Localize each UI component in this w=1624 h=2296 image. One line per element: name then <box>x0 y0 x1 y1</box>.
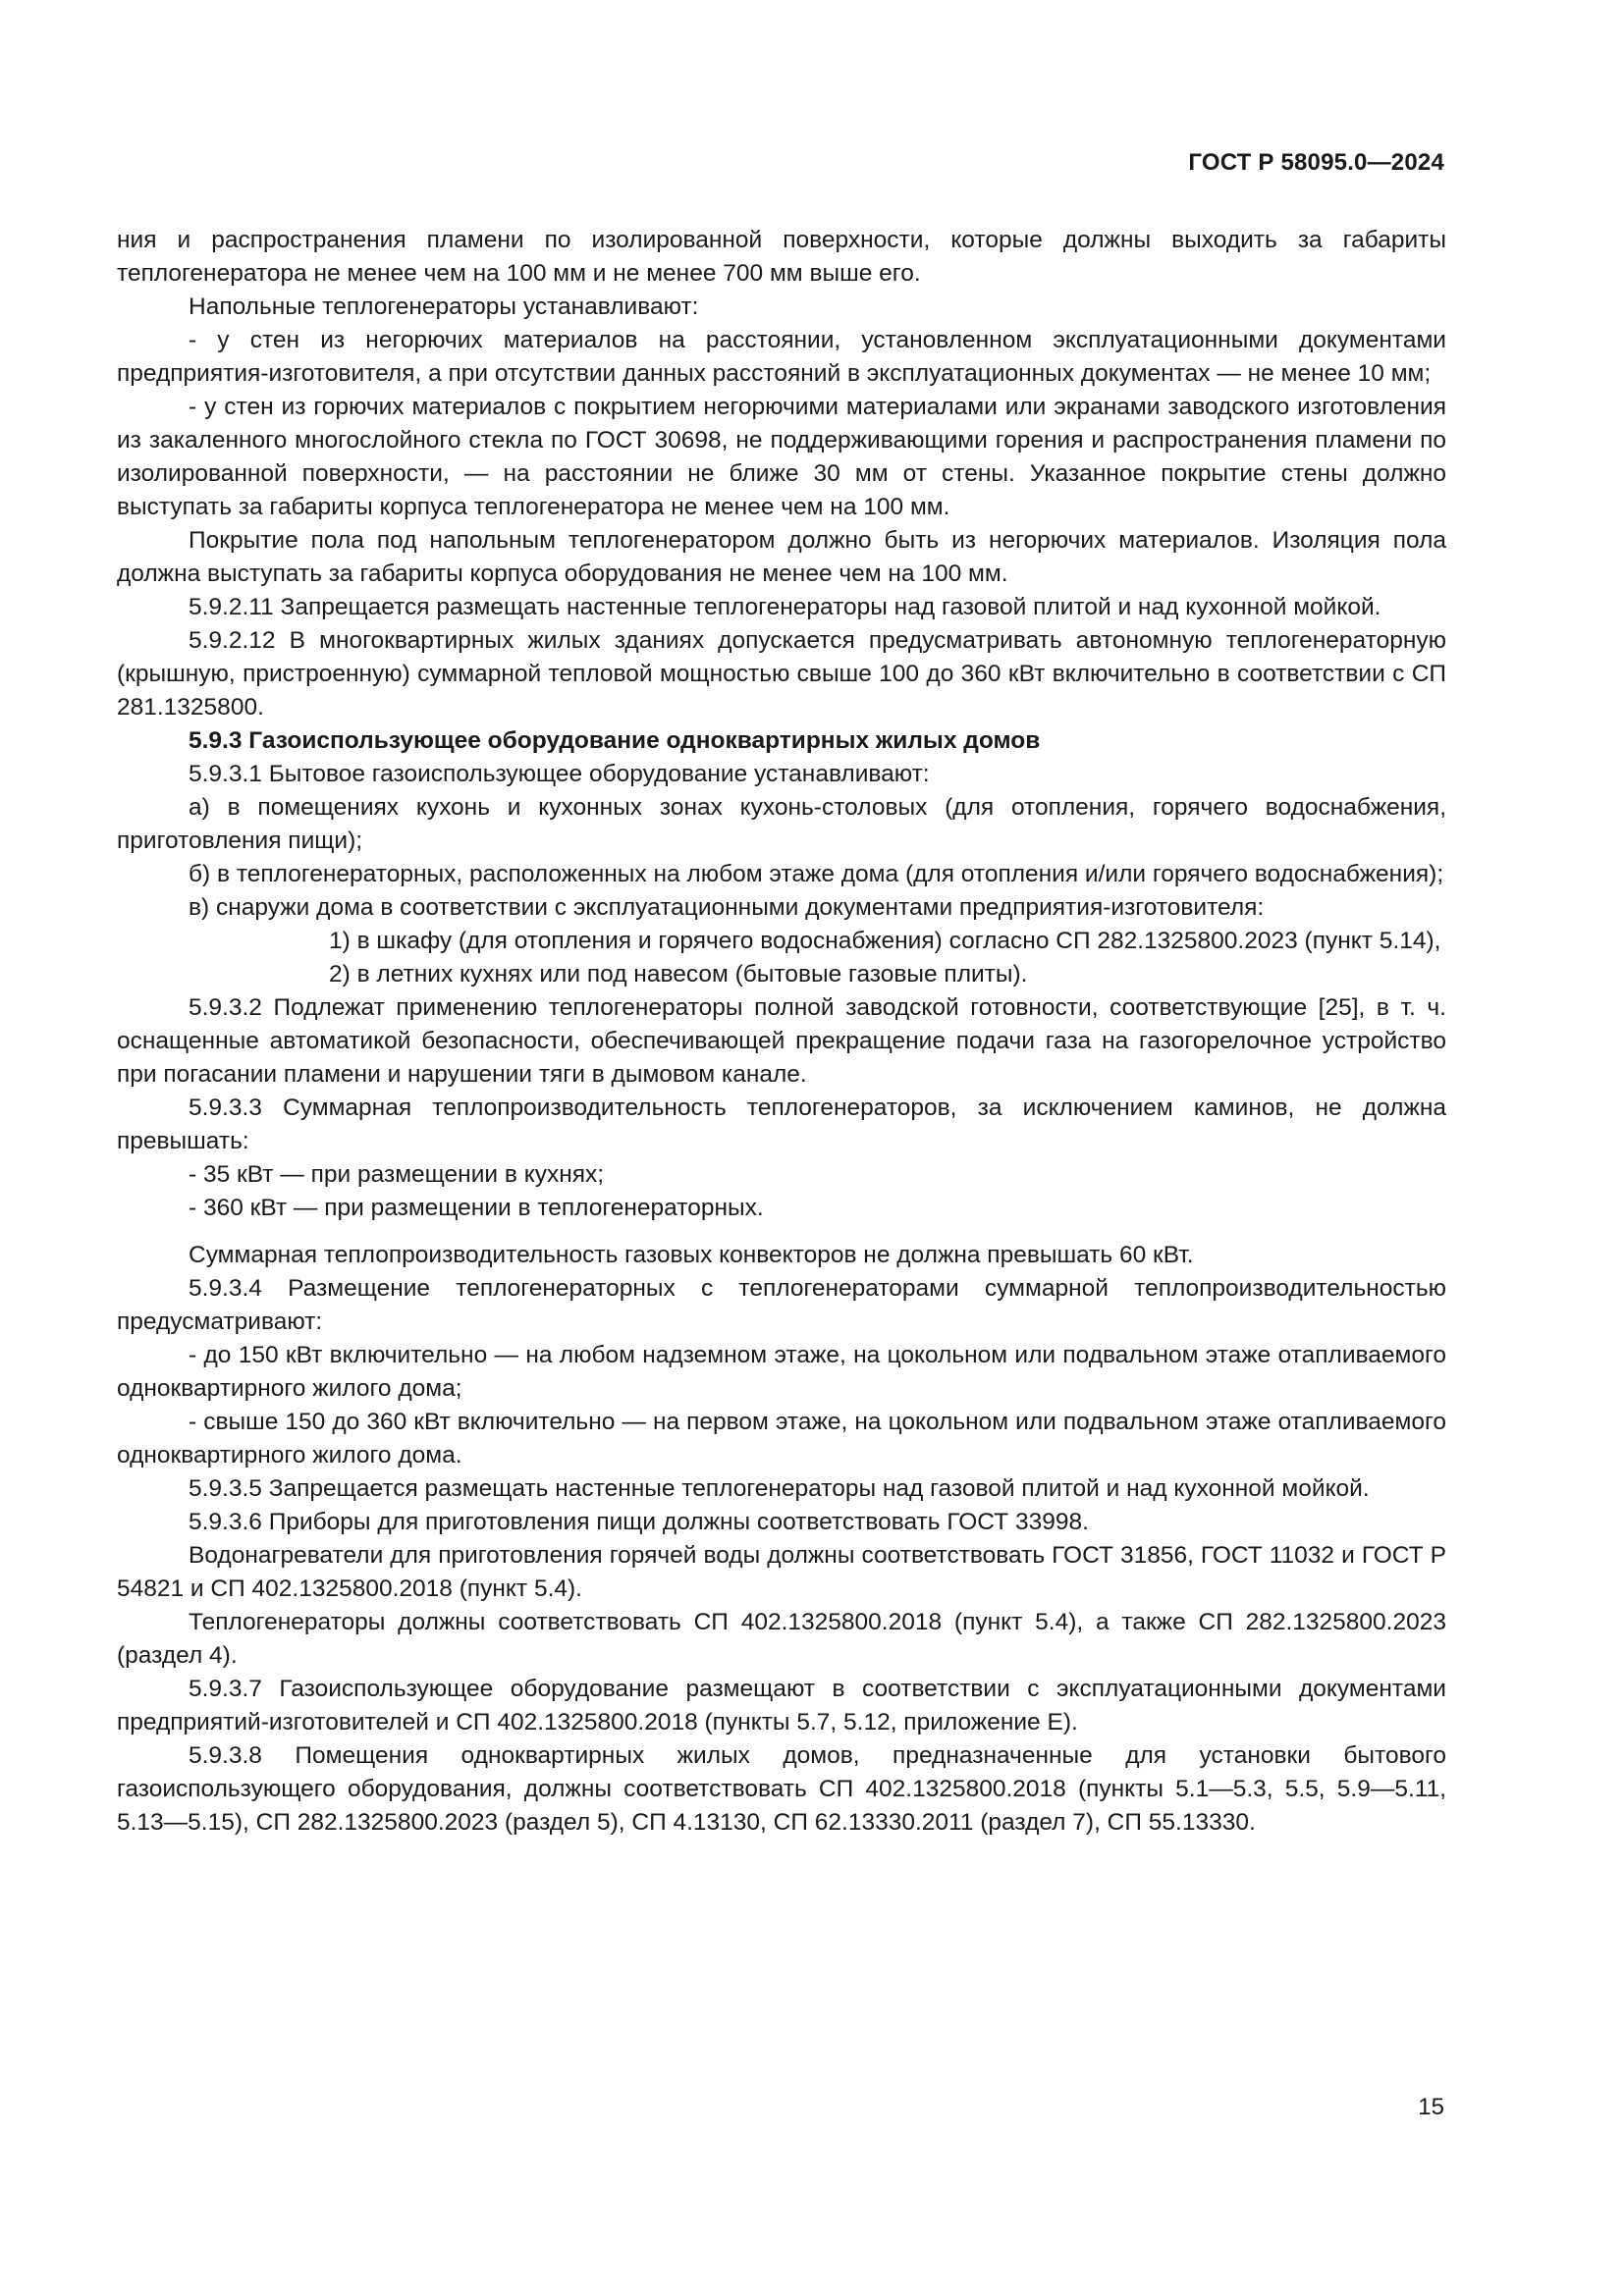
page-number: 15 <box>1418 2094 1444 2120</box>
list-item: - у стен из негорючих материалов на расстоянии, установленном эксплуатационными документами предприятия-изготовителя, а при отсутствии данных расстояний в эксплуатационных документах — не менее 10 мм; <box>117 327 1446 387</box>
list-item: в) снаружи дома в соответствии с эксплуатационными документами предприятия-изготовителя: <box>189 894 1265 921</box>
list-item: - свыше 150 до 360 кВт включительно — на первом этаже, на цокольном или подвальном этаже отапливаемого одноквартирного жилого дома. <box>117 1409 1446 1468</box>
clause-5-9-3-3: 5.9.3.3 Суммарная теплопроизводительность теплогенераторов, за исключением каминов, не должна превышать: <box>117 1095 1446 1154</box>
document-code: ГОСТ Р 58095.0—2024 <box>1188 149 1444 176</box>
section-heading-5-9-3: 5.9.3 Газоиспользующее оборудование одноквартирных жилых домов <box>189 727 1041 754</box>
list-item: а) в помещениях кухонь и кухонных зонах кухонь-столовых (для отопления, горячего водоснабжения, приготовления пищи); <box>117 794 1446 854</box>
paragraph: Покрытие пола под напольным теплогенератором должно быть из негорючих материалов. Изоляция пола должна выступать за габариты корпуса оборудования не менее чем на 100 мм. <box>117 527 1446 587</box>
clause-5-9-3-5: 5.9.3.5 Запрещается размещать настенные теплогенераторы над газовой плитой и над кухонной мойкой. <box>189 1475 1370 1502</box>
sub-list-item: 2) в летних кухнях или под навесом (бытовые газовые плиты). <box>329 961 1028 988</box>
document-body <box>117 224 1446 1840</box>
list-item: б) в теплогенераторных, расположенных на любом этаже дома (для отопления и/или горячего водоснабжения); <box>189 861 1444 887</box>
clause-5-9-2-11: 5.9.2.11 Запрещается размещать настенные теплогенераторы над газовой плитой и над кухонной мойкой. <box>189 594 1381 620</box>
sub-list-item: 1) в шкафу (для отопления и горячего водоснабжения) согласно СП 282.1325800.2023 (пункт 5.14), <box>329 928 1441 954</box>
clause-5-9-3-1: 5.9.3.1 Бытовое газоиспользующее оборудование устанавливают: <box>189 761 930 787</box>
paragraph: Теплогенераторы должны соответствовать СП 402.1325800.2018 (пункт 5.4), а также СП 282.1325800.2023 (раздел 4). <box>117 1609 1446 1669</box>
list-item: - у стен из горючих материалов с покрытием негорючими материалами или экранами заводского изготовления из закаленного многослойного стекла по ГОСТ 30698, не поддерживающими горения и распространения пламени по изолированной поверхности, — на расстоянии не ближе 30 мм от стены. Указанное покрытие стены должно выступать за габариты корпуса теплогенератора не менее чем на 100 мм. <box>117 394 1446 520</box>
clause-5-9-2-12: 5.9.2.12 В многоквартирных жилых зданиях допускается предусматривать автономную теплогенераторную (крышную, пристроенную) суммарной тепловой мощностью свыше 100 до 360 кВт включительно в соответствии с СП 281.1325800. <box>117 627 1446 721</box>
clause-5-9-3-7: 5.9.3.7 Газоиспользующее оборудование размещают в соответствии с эксплуатационными документами предприятий-изготовителей и СП 402.1325800.2018 (пункты 5.7, 5.12, приложение Е). <box>117 1676 1446 1735</box>
paragraph: Водонагреватели для приготовления горячей воды должны соответствовать ГОСТ 31856, ГОСТ 11032 и ГОСТ Р 54821 и СП 402.1325800.2018 (пункт 5.4). <box>117 1542 1446 1602</box>
clause-5-9-3-4: 5.9.3.4 Размещение теплогенераторных с теплогенераторами суммарной теплопроизводительностью предусматривают: <box>117 1275 1446 1335</box>
clause-5-9-3-6: 5.9.3.6 Приборы для приготовления пищи должны соответствовать ГОСТ 33998. <box>189 1509 1089 1535</box>
clause-5-9-3-8: 5.9.3.8 Помещения одноквартирных жилых домов, предназначенные для установки бытового газоиспользующего оборудования, должны соответствовать СП 402.1325800.2018 (пункты 5.1—5.3, 5.5, 5.9—5.11, 5.13—5.15), СП 282.1325800.2023 (раздел 5), СП 4.13130, СП 62.13330.2011 (раздел 7), СП 55.13330. <box>117 1742 1446 1836</box>
paragraph: Суммарная теплопроизводительность газовых конвекторов не должна превышать 60 кВт. <box>189 1242 1194 1268</box>
clause-5-9-3-2: 5.9.3.2 Подлежат применению теплогенераторы полной заводской готовности, соответствующие [25], в т. ч. оснащенные автоматикой безопасности, обеспечивающей прекращение подачи газа на газогорелочное устройство при погасании пламени и нарушении тяги в дымовом канале. <box>117 994 1446 1088</box>
list-item: - 35 кВт — при размещении в кухнях; <box>189 1161 605 1188</box>
list-item: - до 150 кВт включительно — на любом надземном этаже, на цокольном или подвальном этаже отапливаемого одноквартирного жилого дома; <box>117 1342 1446 1402</box>
list-item: - 360 кВт — при размещении в теплогенераторных. <box>189 1195 764 1221</box>
paragraph: ния и распространения пламени по изолированной поверхности, которые должны выходить за габариты теплогенератора не менее чем на 100 мм и не менее 700 мм выше его. <box>117 227 1446 287</box>
paragraph: Напольные теплогенераторы устанавливают: <box>189 294 699 320</box>
